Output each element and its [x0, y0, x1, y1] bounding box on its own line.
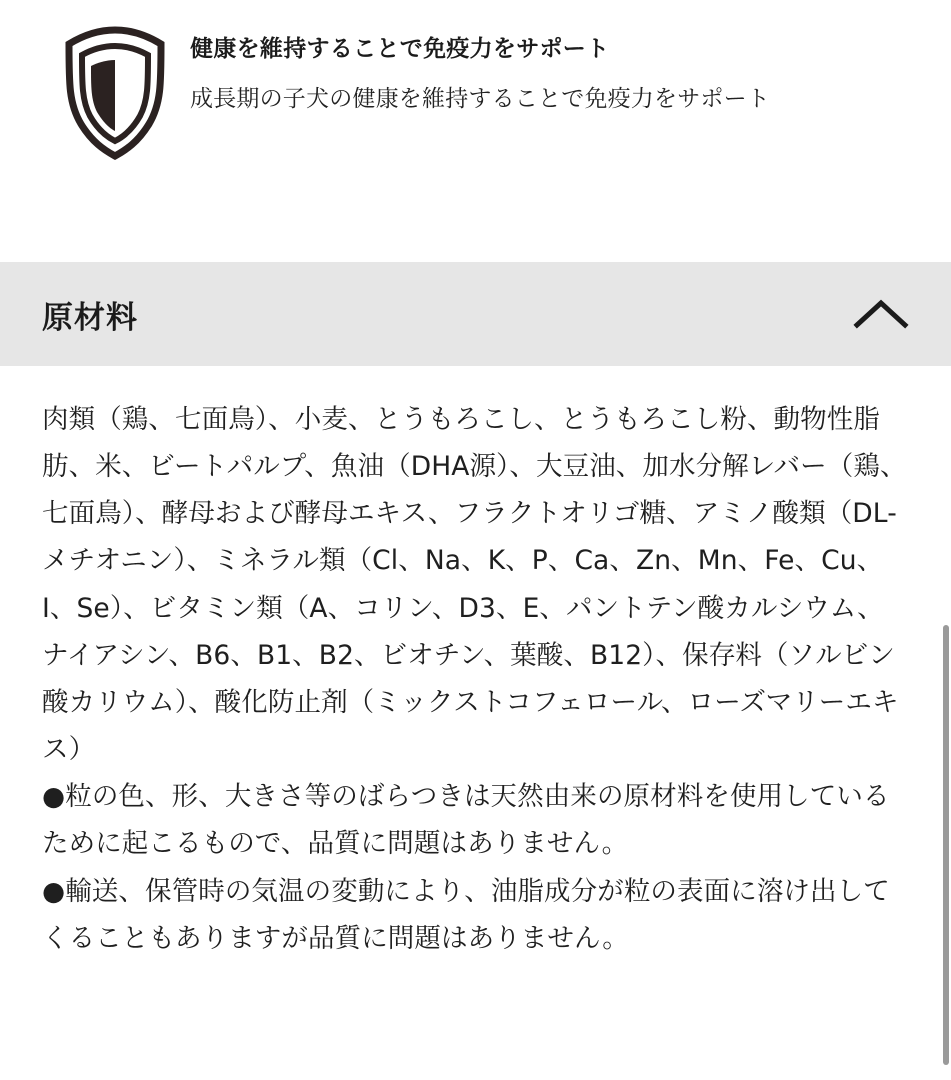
scrollbar-thumb[interactable]: [943, 625, 949, 1065]
chevron-up-icon[interactable]: [853, 297, 909, 331]
benefit-block: [0, 0, 951, 162]
benefit-text: [190, 18, 911, 119]
ingredients-note-2: ●輸送、保管時の気温の変動により、油脂成分が粒の表面に溶け出してくることもありますが品質に問題はありません。: [42, 875, 890, 954]
ingredients-accordion: [0, 262, 951, 962]
shield-icon: [40, 18, 190, 162]
ingredients-text: 肉類（鶏、七面鳥）、小麦、とうもろこし、とうもろこし粉、動物性脂肪、米、ビートパルプ、魚油（DHA源）、大豆油、加水分解レバー（鶏、七面鳥）、酵母および酵母エキス、フラクトオリゴ糖、アミノ酸類（DL-メチオニン）、ミネラル類（Cl、Na、K、P、Ca、Zn、Mn、Fe、Cu、I、Se）、ビタミン類（A、コリン、D3、E、パントテン酸カルシウム、ナイアシン、B6、B1、B2、ビオチン、葉酸、B12）、保存料（ソルビン酸カリウム）、酸化防止剤（ミックストコフェロール、ローズマリーエキス）: [42, 404, 907, 766]
ingredients-note-1: ●粒の色、形、大きさ等のばらつきは天然由来の原材料を使用しているために起こるもので、品質に問題はありません。: [42, 781, 890, 860]
accordion-body: [0, 366, 951, 962]
benefit-title: 健康を維持することで免疫力をサポート: [190, 36, 610, 62]
benefit-description: 成長期の子犬の健康を維持することで免疫力をサポート: [190, 86, 770, 113]
accordion-title: 原材料: [42, 299, 138, 336]
accordion-header-ingredients[interactable]: [0, 262, 951, 366]
page-scrollbar[interactable]: [942, 0, 951, 1080]
